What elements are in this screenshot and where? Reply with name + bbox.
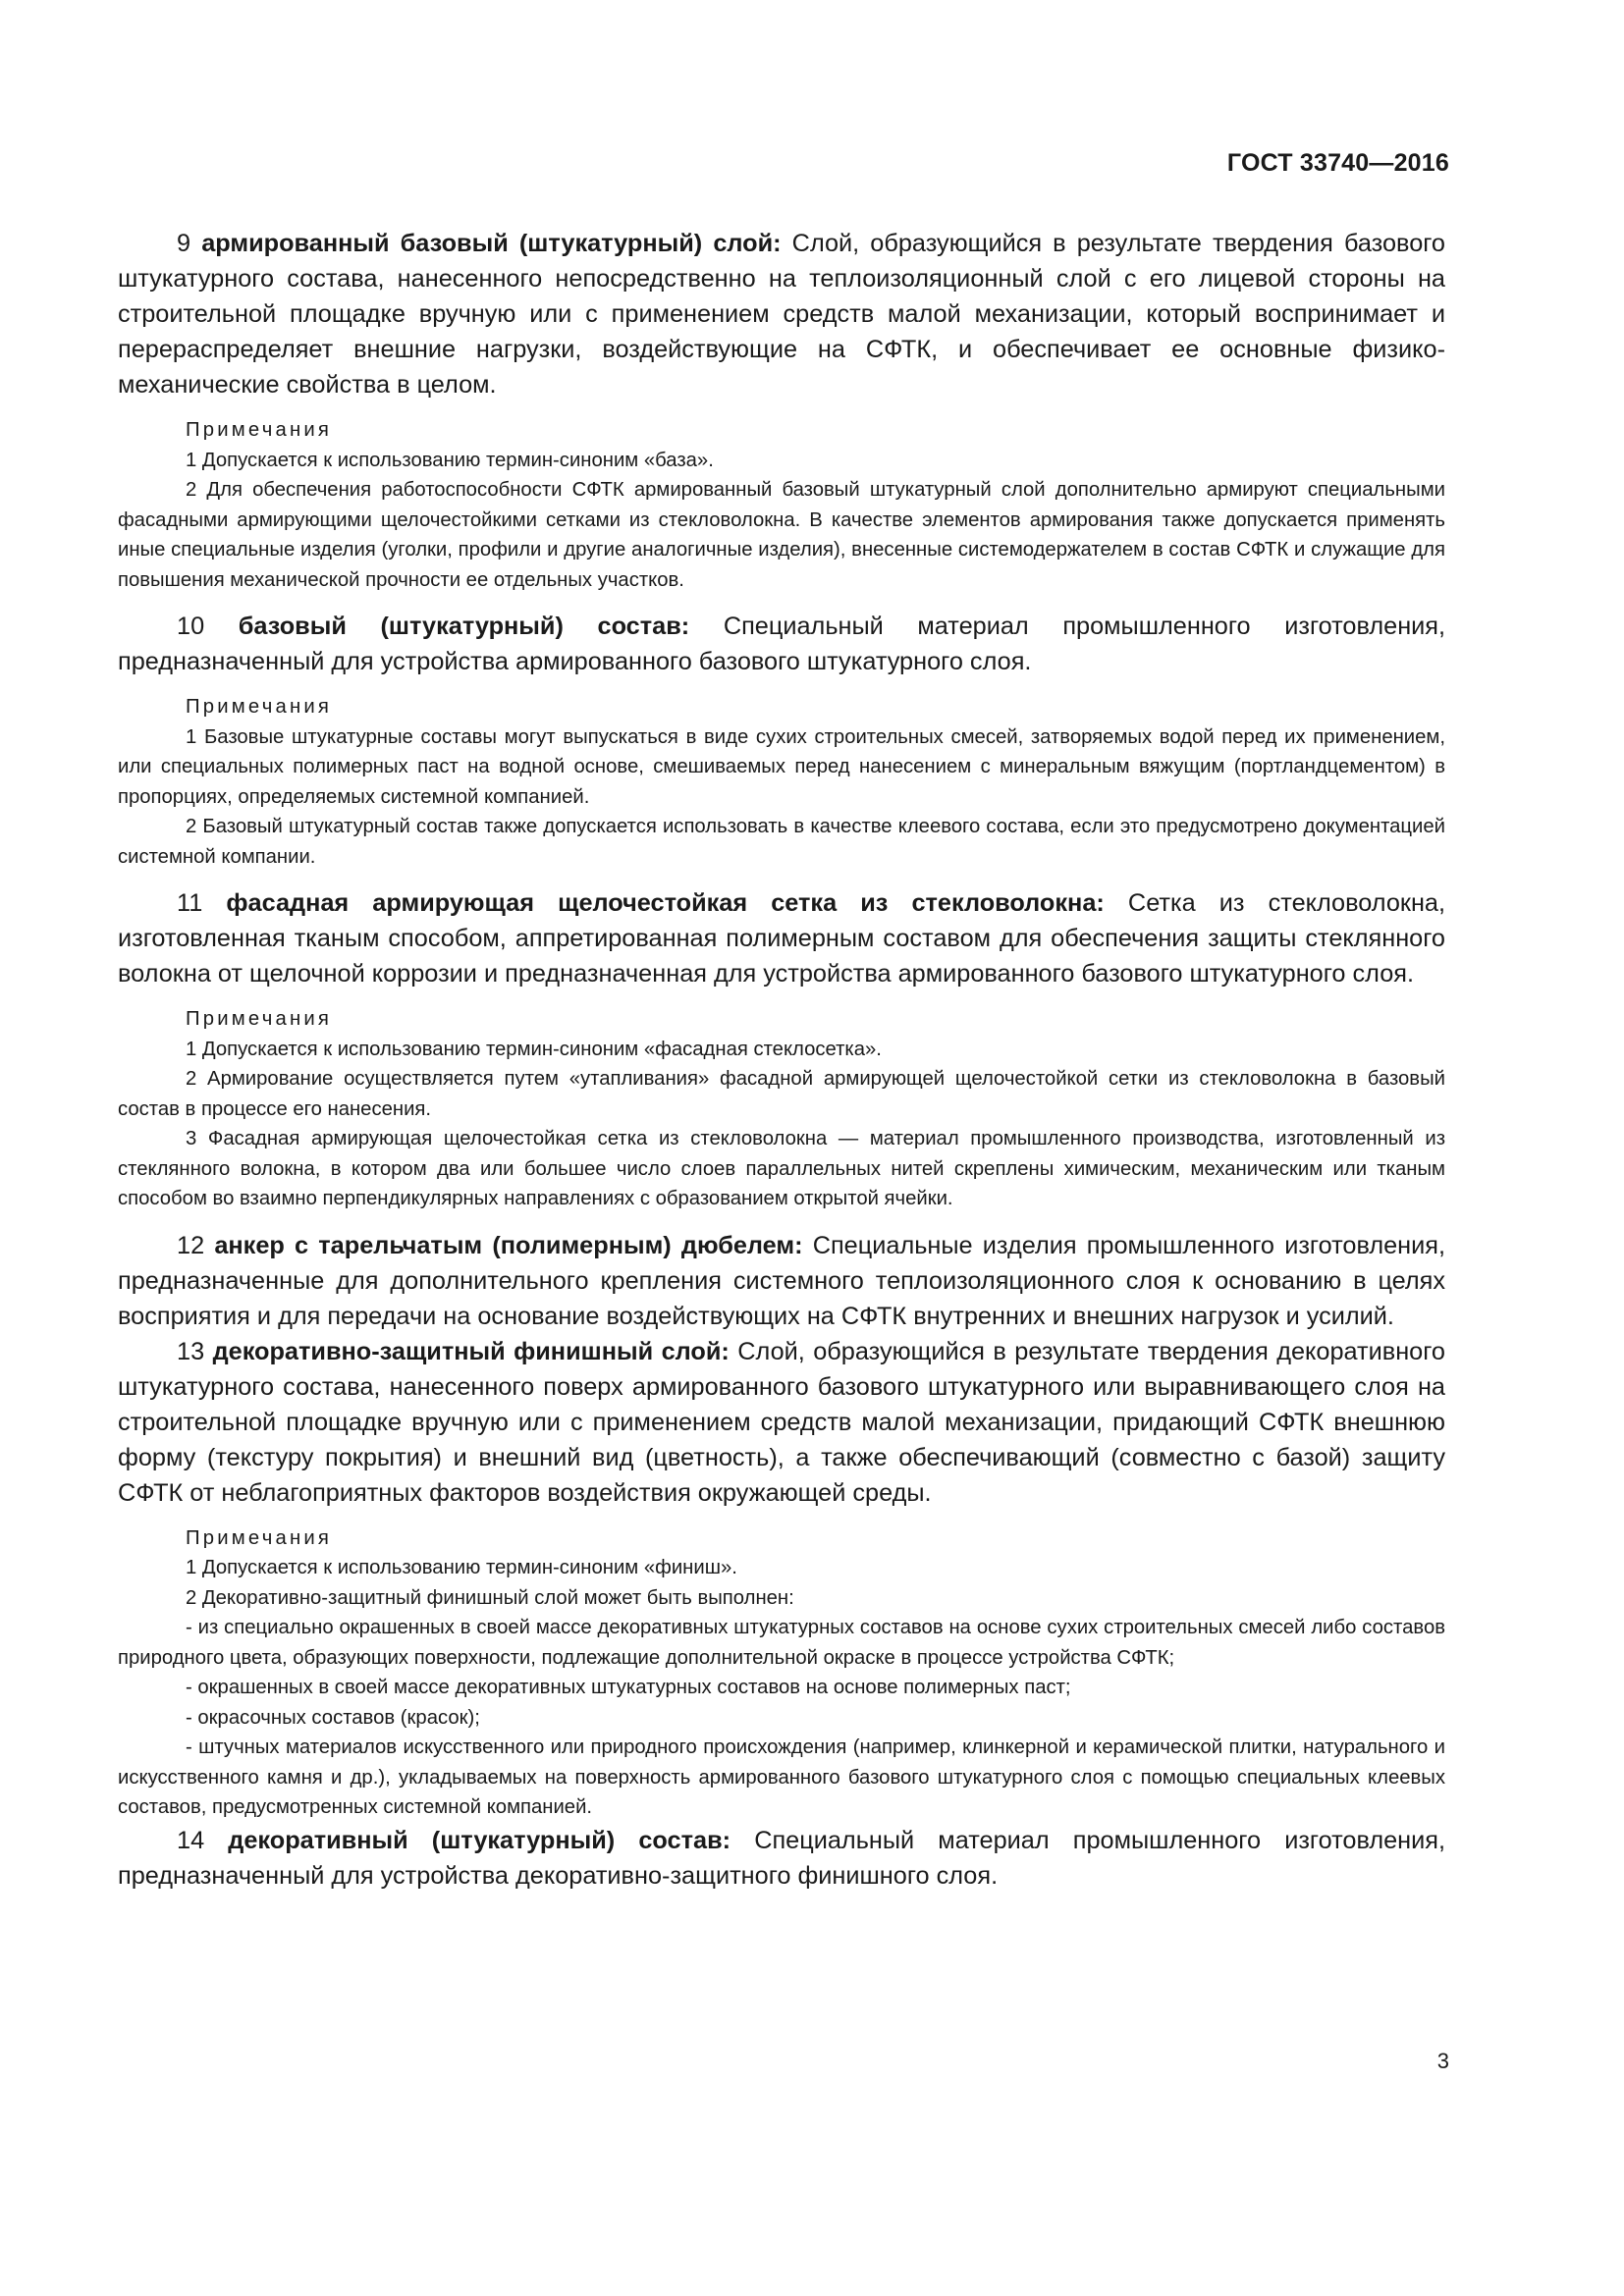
note-item: 1 Базовые штукатурные составы могут выпускаться в виде сухих строительных смесей, затворяемых водой перед их применением, или специальных полимерных паст на водной основе, смешиваемых перед нанесением с минеральным вяжущим (портландцементом) в пропорциях, определяемых системной компанией. [118, 725, 1445, 808]
notes-9 [118, 415, 1445, 595]
notes-11 [118, 1004, 1445, 1214]
note-list-item: - штучных материалов искусственного или природного происхождения (например, клинкерной и керамической плитки, натурального и искусственного камня и др.), укладываемых на поверхность армированного базового штукатурного слоя с помощью специальных клеевых составов, предусмотренных системной компанией. [118, 1736, 1445, 1818]
term-number: 10 [177, 613, 205, 640]
term-number: 13 [177, 1337, 205, 1365]
term-title: фасадная армирующая щелочестойкая сетка из стекловолокна: [226, 889, 1105, 917]
note-item: 2 Для обеспечения работоспособности СФТК армированный базовый штукатурный слой дополнительно армируют специальными фасадными армирующими щелочестойкими сетками из стекловолокна. В качестве элементов армирования также допускается применять иные специальные изделия (уголки, профили и другие аналогичные изделия), внесенные системодержателем в состав СФТК и служащие для повышения механической прочности ее отдельных участков. [118, 479, 1445, 591]
document-body [118, 226, 1445, 1894]
notes-heading: Примечания [186, 1526, 333, 1549]
notes-13 [118, 1523, 1445, 1823]
notes-heading: Примечания [186, 1008, 333, 1030]
note-item: 2 Декоративно-защитный финишный слой может быть выполнен: [186, 1586, 794, 1609]
term-definition: Слой, образующийся в результате твердения базового штукатурного состава, нанесенного непосредственно на теплоизоляционный слой с его лицевой стороны на строительной площадке вручную или с применением средств малой механизации, который воспринимает и перераспределяет внешние нагрузки, воздействующие на СФТК, и обеспечивает ее основные физико-механические свойства в целом. [118, 230, 1446, 399]
note-item: 1 Допускается к использованию термин-синоним «фасадная стеклосетка». [186, 1038, 882, 1060]
note-item: 1 Допускается к использованию термин-синоним «финиш». [186, 1557, 737, 1578]
term-10 [118, 609, 1445, 679]
term-14 [118, 1823, 1445, 1894]
note-list-item: - окрасочных составов (красок); [186, 1706, 480, 1729]
term-number: 11 [177, 889, 203, 917]
notes-10 [118, 692, 1445, 872]
term-title: декоративный (штукатурный) состав: [228, 1826, 731, 1854]
note-item: 1 Допускается к использованию термин-синоним «база». [186, 449, 714, 471]
term-definition: Специальный материал промышленного изготовления, предназначенный для устройства декоративно-защитного финишного слоя. [118, 1826, 1445, 1890]
term-title: анкер с тарельчатым (полимерным) дюбелем: [214, 1231, 803, 1259]
term-13 [118, 1334, 1445, 1511]
term-12 [118, 1228, 1445, 1334]
term-title: базовый (штукатурный) состав: [238, 613, 690, 640]
note-list-item: - из специально окрашенных в своей массе декоративных штукатурных составов на основе сухих строительных смесей либо составов природного цвета, образующих поверхности, подлежащие дополнительной окраске в процессе устройства СФТК; [118, 1617, 1445, 1669]
term-title: декоративно-защитный финишный слой: [212, 1337, 730, 1365]
term-9 [118, 226, 1445, 402]
term-definition: Слой, образующийся в результате твердения декоративного штукатурного состава, нанесенного поверх армированного базового штукатурного или выравнивающего слоя на строительной площадке вручную или с применением средств малой механизации, придающий СФТК внешнюю форму (текстуру покрытия) и внешний вид (цветность), а также обеспечивающий (совместно с базой) защиту СФТК от неблагоприятных факторов воздействия окружающей среды. [118, 1337, 1445, 1507]
term-definition: Специальный материал промышленного изготовления, предназначенный для устройства армированного базового штукатурного слоя. [118, 613, 1446, 675]
term-number: 14 [177, 1826, 205, 1854]
note-item: 3 Фасадная армирующая щелочестойкая сетка из стекловолокна — материал промышленного производства, изготовленный из стеклянного волокна, в котором два или большее число слоев параллельных нитей скреплены химическим, механическим или тканым способом во взаимно перпендикулярных направлениях с образованием открытой ячейки. [118, 1128, 1445, 1209]
term-number: 9 [177, 230, 191, 257]
term-title: армированный базовый (штукатурный) слой: [201, 230, 782, 257]
term-definition: Сетка из стекловолокна, изготовленная тканым способом, аппретированная полимерным составом для обеспечения защиты стеклянного волокна от щелочной коррозии и предназначенная для устройства армированного базового штукатурного слоя. [118, 889, 1446, 988]
term-number: 12 [177, 1231, 205, 1259]
term-11 [118, 885, 1445, 991]
notes-heading: Примечания [186, 419, 333, 441]
document-header: ГОСТ 33740—2016 [1226, 149, 1449, 177]
term-definition: Специальные изделия промышленного изготовления, предназначенные для дополнительного крепления системного теплоизоляционного слоя к основанию в целях восприятия и для передачи на основание воздействующих на СФТК внутренних и внешних нагрузок и усилий. [118, 1231, 1445, 1330]
page-number: 3 [1436, 2049, 1449, 2073]
note-item: 2 Базовый штукатурный состав также допускается использовать в качестве клеевого состава, если это предусмотрено документацией системной компании. [118, 816, 1445, 868]
note-item: 2 Армирование осуществляется путем «утапливания» фасадной армирующей щелочестойкой сетки из стекловолокна в базовый состав в процессе его нанесения. [118, 1068, 1445, 1120]
notes-heading: Примечания [186, 696, 333, 718]
note-list-item: - окрашенных в своей массе декоративных штукатурных составов на основе полимерных паст; [186, 1677, 1071, 1698]
